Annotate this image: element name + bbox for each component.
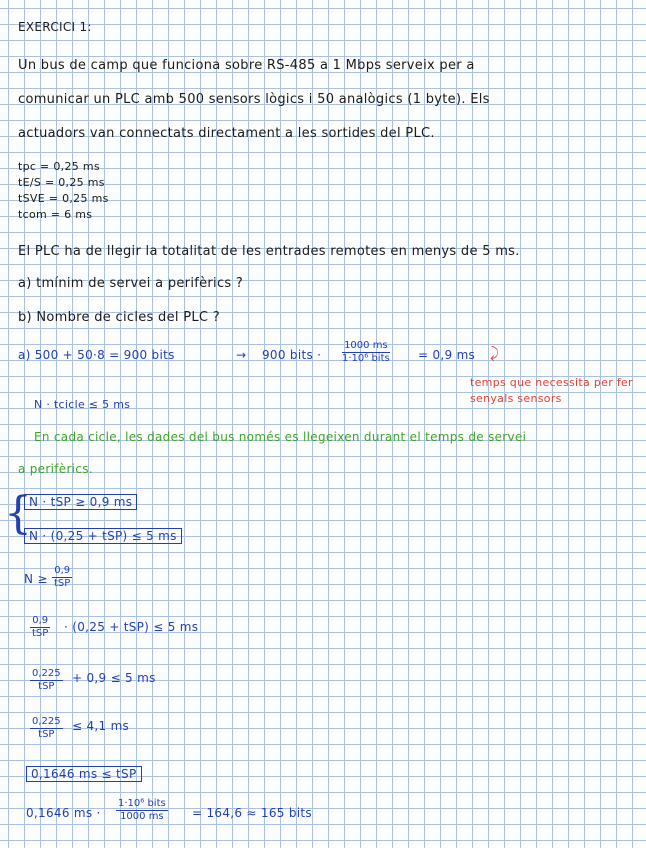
time-tsve: tSVE = 0,25 ms <box>18 192 109 205</box>
time-tpc: tpc = 0,25 ms <box>18 160 100 173</box>
answer-a-frac-den: 1·10⁶ bits <box>342 353 390 364</box>
step-1-den: tSP <box>32 628 49 639</box>
final-fraction <box>116 798 168 823</box>
step-1-rest: · (0,25 + tSP) ≤ 5 ms <box>64 620 199 634</box>
step-n-num: 0,9 <box>54 565 71 576</box>
final-result: = 164,6 ≈ 165 bits <box>192 806 312 820</box>
exercise-title: EXERCICI 1: <box>18 20 92 34</box>
answer-a-frac-num: 1000 ms <box>344 340 388 351</box>
answer-a-conv-lead: 900 bits · <box>262 348 322 362</box>
question-a: a) tmínim de servei a perifèrics ? <box>18 276 244 291</box>
green-note-line-1: En cada cicle, les dades del bus només es llegeixen durant el temps de servei <box>34 430 527 444</box>
answer-a-result: = 0,9 ms <box>418 348 476 362</box>
system-eq-1: N · tSP ≥ 0,9 ms <box>24 494 137 510</box>
step-n-lead: N ≥ <box>24 572 48 586</box>
system-eq-2: N · (0,25 + tSP) ≤ 5 ms <box>24 528 182 544</box>
statement-line-1: Un bus de camp que funciona sobre RS-485 a 1 Mbps serveix per a <box>18 58 475 73</box>
step-1-num: 0,9 <box>32 615 49 626</box>
final-num: 1·10⁶ bits <box>118 798 166 809</box>
red-note-line-1: temps que necessita per fer <box>470 376 633 389</box>
time-tes: tE/S = 0,25 ms <box>18 176 105 189</box>
step-2-rest: + 0,9 ≤ 5 ms <box>72 671 156 685</box>
step-2-fraction <box>30 668 63 693</box>
step-n-den: tSP <box>54 578 71 589</box>
cycle-condition: N · tcicle ≤ 5 ms <box>34 398 131 411</box>
step-1-fraction <box>30 615 50 640</box>
step-2-den: tSP <box>38 681 55 692</box>
final-lead: 0,1646 ms · <box>26 806 101 820</box>
red-arrow-icon: ⤸ <box>490 344 500 362</box>
answer-a-fraction <box>340 340 392 365</box>
answer-a-sum: a) 500 + 50·8 = 900 bits <box>18 348 175 362</box>
step-3-rest: ≤ 4,1 ms <box>72 719 130 733</box>
step-4-result: 0,1646 ms ≤ tSP <box>26 766 142 782</box>
question-b: b) Nombre de cicles del PLC ? <box>18 310 220 325</box>
system-brace: { <box>4 488 32 539</box>
step-3-num: 0,225 <box>32 716 61 727</box>
green-note-line-2: a perifèrics. <box>18 462 93 476</box>
step-3-fraction <box>30 716 63 741</box>
step-n-fraction <box>52 565 72 590</box>
step-3-den: tSP <box>38 729 55 740</box>
time-tcom: tcom = 6 ms <box>18 208 93 221</box>
statement-line-3: actuadors van connectats directament a les sortides del PLC. <box>18 126 435 141</box>
requirement-text: El PLC ha de llegir la totalitat de les entrades remotes en menys de 5 ms. <box>18 244 520 259</box>
step-2-num: 0,225 <box>32 668 61 679</box>
answer-a-arrow: → <box>236 348 247 362</box>
red-note-line-2: senyals sensors <box>470 392 562 405</box>
statement-line-2: comunicar un PLC amb 500 sensors lògics i 50 analògics (1 byte). Els <box>18 92 490 107</box>
final-den: 1000 ms <box>120 811 164 822</box>
